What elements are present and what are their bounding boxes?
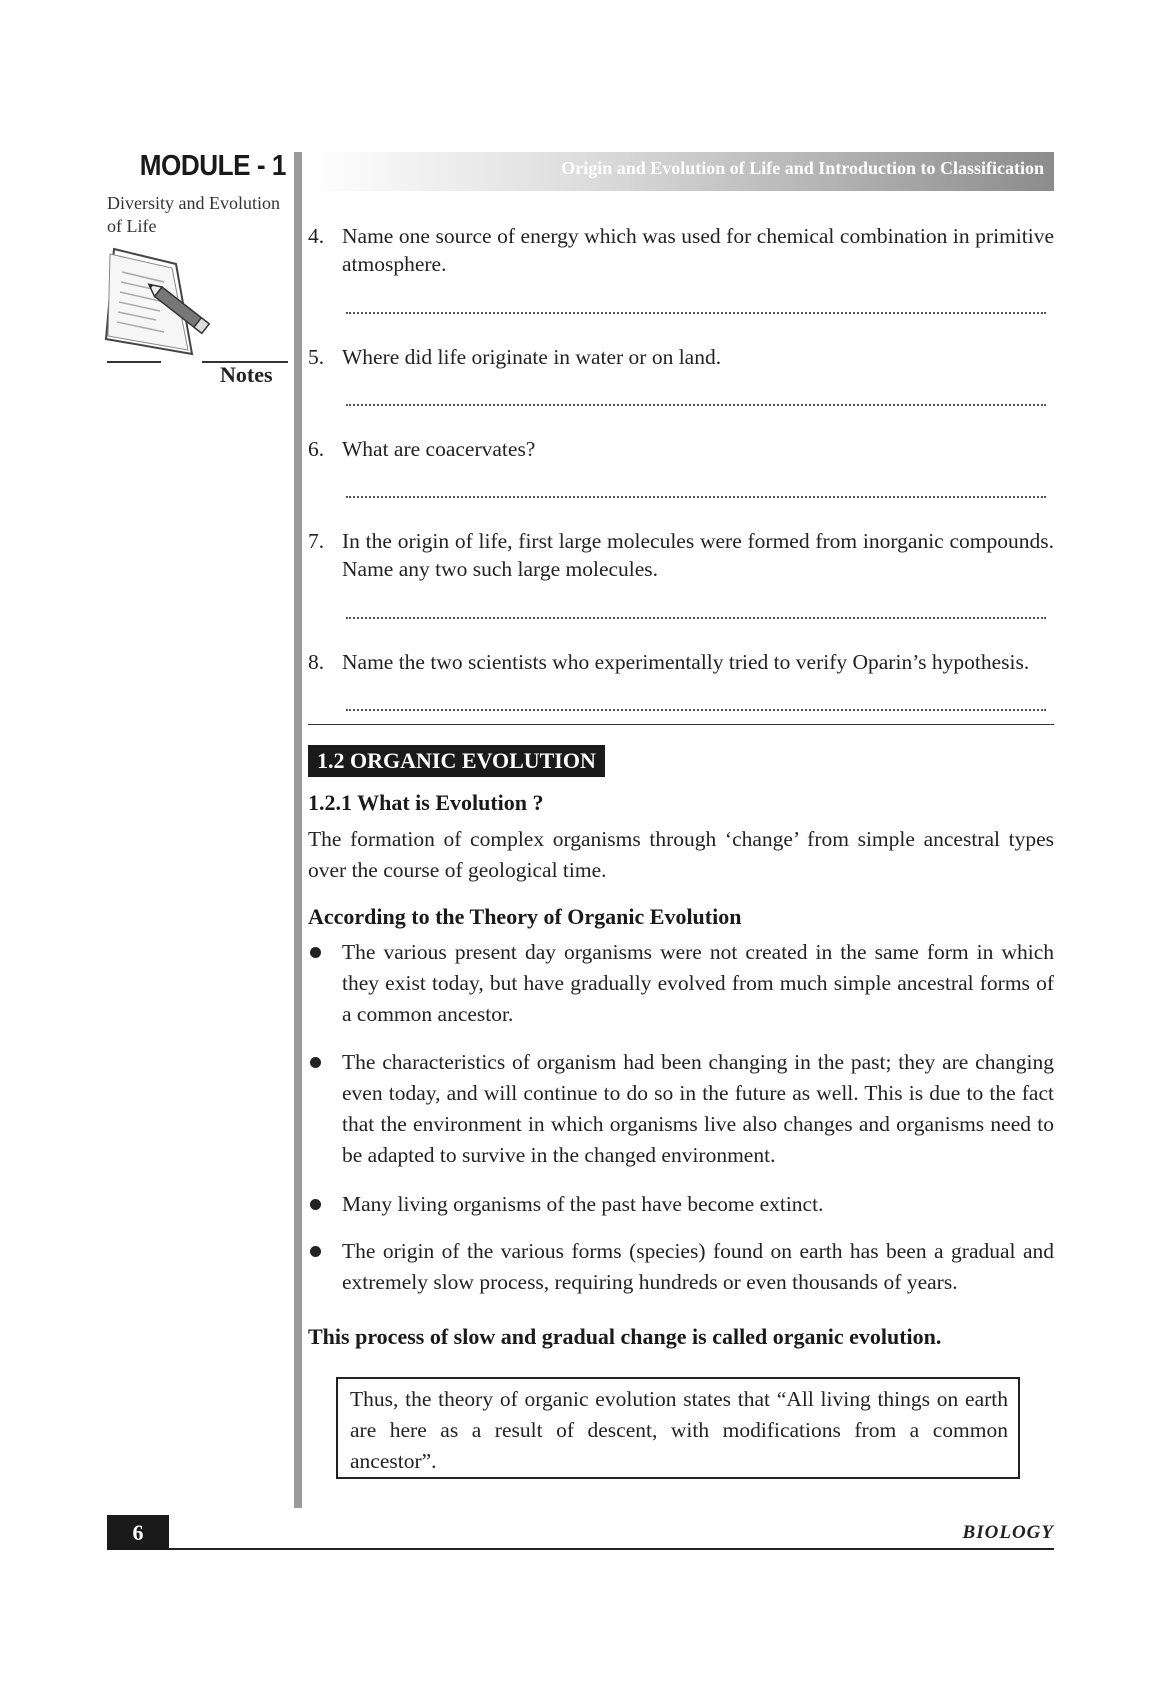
theory-heading: According to the Theory of Organic Evolution	[308, 904, 742, 929]
section-divider	[308, 724, 1054, 725]
answer-line	[346, 312, 1046, 314]
chapter-header-banner	[308, 152, 1054, 191]
list-item	[308, 937, 1054, 1030]
answer-line	[346, 496, 1046, 498]
question-item	[308, 648, 1054, 676]
answer-line	[346, 404, 1046, 406]
chapter-title: Origin and Evolution of Life and Introduction to Classification	[561, 158, 1044, 178]
answer-line	[346, 709, 1046, 711]
bullet-icon	[310, 1199, 321, 1210]
section-heading: 1.2 ORGANIC EVOLUTION	[308, 745, 605, 777]
list-item	[308, 1189, 1054, 1220]
module-subtitle-line-1: Diversity and Evolution	[107, 193, 280, 213]
notepad-pencil-icon	[104, 244, 224, 374]
module-subtitle	[107, 192, 297, 238]
list-item-text: The various present day organisms were not created in the same form in which they exist today, but have gradually evolved from much simple ancestral forms of a common ancestor.	[342, 940, 1054, 1026]
list-item	[308, 1236, 1054, 1298]
page-number: 6	[107, 1515, 169, 1550]
definition-box	[336, 1377, 1020, 1479]
notes-label: Notes	[220, 362, 273, 387]
list-item-text: Many living organisms of the past have become extinct.	[342, 1192, 824, 1216]
module-title: MODULE - 1	[139, 150, 286, 182]
question-text: Name one source of energy which was used for chemical combination in primitive atmosphere.	[342, 224, 1054, 276]
question-number: 4.	[308, 224, 325, 248]
answer-line	[346, 617, 1046, 619]
bullet-icon	[310, 1246, 321, 1257]
question-item	[308, 435, 1054, 463]
conclusion-statement: This process of slow and gradual change is called organic evolution.	[308, 1324, 942, 1349]
margin-rule	[294, 152, 302, 1508]
definition-paragraph: The formation of complex organisms through ‘change’ from simple ancestral types over the course of geological time.	[308, 827, 1054, 882]
definition-box-text: Thus, the theory of organic evolution states that “All living things on earth are here as a result of descent, with modifications from a common ancestor”.	[350, 1387, 1008, 1473]
question-number: 7.	[308, 529, 325, 553]
bullet-icon	[310, 947, 321, 958]
notes-divider-left	[107, 361, 161, 363]
question-text: Where did life originate in water or on land.	[342, 345, 722, 369]
question-number: 5.	[308, 345, 325, 369]
list-item	[308, 1047, 1054, 1171]
question-item	[308, 343, 1054, 371]
question-text: In the origin of life, first large molecules were formed from inorganic compounds. Name any two such large molecules.	[342, 529, 1054, 581]
module-subtitle-line-2: of Life	[107, 216, 157, 236]
question-number: 8.	[308, 650, 325, 674]
question-text: Name the two scientists who experimentally tried to verify Oparin’s hypothesis.	[342, 650, 1030, 674]
subsection-heading: 1.2.1 What is Evolution ?	[308, 790, 544, 815]
question-text: What are coacervates?	[342, 437, 536, 461]
question-item	[308, 222, 1054, 278]
question-number: 6.	[308, 437, 325, 461]
footer-subject: BIOLOGY	[962, 1522, 1054, 1543]
bullet-icon	[310, 1057, 321, 1068]
question-item	[308, 527, 1054, 583]
list-item-text: The characteristics of organism had been changing in the past; they are changing even today, and will continue to do so in the future as well. This is due to the fact that the environment in which organisms live also changes and organisms need to be adapted to survive in the changed environment.	[342, 1050, 1054, 1167]
footer-rule	[169, 1548, 1054, 1550]
list-item-text: The origin of the various forms (species) found on earth has been a gradual and extremely slow process, requiring hundreds or even thousands of years.	[342, 1239, 1054, 1294]
